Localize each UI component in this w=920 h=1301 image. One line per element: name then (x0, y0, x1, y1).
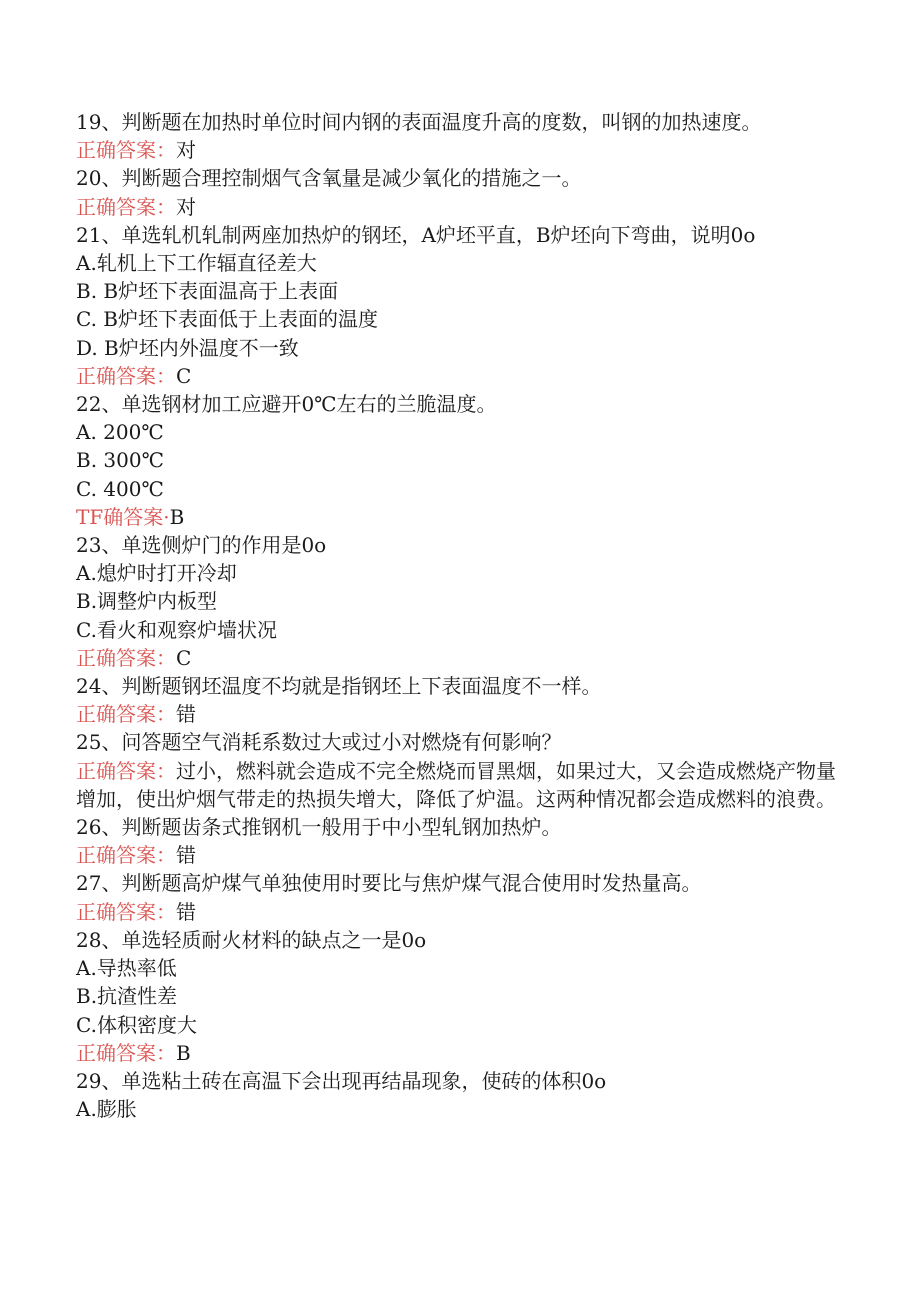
answer-label: 正确答案： (76, 843, 176, 868)
option-29-a: A.膨胀 (76, 1097, 137, 1122)
question-25: 25、问答题空气消耗系数过大或过小对燃烧有何影响？ (76, 730, 562, 755)
answer-20 (76, 193, 836, 221)
question-27: 27、判断题高炉煤气单独使用时要比与焦炉煤气混合使用时发热量高。 (76, 871, 702, 896)
option-22-c: C. 400℃ (76, 476, 164, 501)
answer-24 (76, 700, 836, 728)
answer-27 (76, 898, 836, 926)
answer-22 (76, 503, 836, 531)
answer-label: 正确答案： (76, 645, 176, 670)
answer-19 (76, 136, 836, 164)
question-26: 26、判断题齿条式推钢机一般用于中小型轧钢加热炉。 (76, 815, 562, 840)
option-21-a: A.轧机上下工作辐直径差大 (76, 251, 317, 276)
answer-value: C (176, 363, 192, 388)
answer-value: 错 (176, 702, 196, 727)
answer-label: 正确答案： (76, 702, 176, 727)
option-23-a: A.熄炉时打开冷却 (76, 561, 237, 586)
answer-label: 正确答案： (76, 138, 176, 163)
answer-value: 对 (176, 138, 196, 163)
question-28: 28、单选轻质耐火材料的缺点之一是0o (76, 927, 427, 952)
option-21-b: B. B炉坯下表面温高于上表面 (76, 279, 339, 304)
answer-value: B (176, 1040, 191, 1065)
question-list (76, 108, 836, 1123)
option-23-b: B.调整炉内板型 (76, 589, 218, 614)
answer-label: TF确答案· (76, 504, 170, 529)
question-29: 29、单选粘土砖在高温下会出现再结晶现象，使砖的体积0o (76, 1068, 607, 1093)
question-23: 23、单选侧炉门的作用是0o (76, 533, 327, 558)
option-22-b: B. 300℃ (76, 448, 164, 473)
option-21-d: D. B炉坯内外温度不一致 (76, 335, 299, 360)
option-21-c: C. B炉坯下表面低于上表面的温度 (76, 307, 379, 332)
option-28-a: A.导热率低 (76, 956, 177, 981)
answer-value: 对 (176, 194, 196, 219)
option-28-b: B.抗渣性差 (76, 984, 178, 1009)
answer-label: 正确答案： (76, 194, 176, 219)
answer-label: 正确答案： (76, 758, 176, 783)
answer-label: 正确答案： (76, 899, 176, 924)
question-21: 21、单选轧机轧制两座加热炉的钢坯，A炉坯平直，B炉坯向下弯曲，说明0o (76, 222, 756, 247)
answer-value: 错 (176, 899, 196, 924)
answer-25 (76, 757, 836, 813)
answer-value: 错 (176, 843, 196, 868)
option-28-c: C.体积密度大 (76, 1012, 197, 1037)
answer-value: 过小，燃料就会造成不完全燃烧而冒黑烟，如果过大，又会造成燃烧产物量增加，使出炉烟气带走的热损失增大，降低了炉温。这两种情况都会造成燃料的浪费。 (76, 758, 836, 811)
answer-value: B (169, 504, 185, 529)
answer-label: 正确答案： (76, 1040, 176, 1065)
question-20: 20、判断题合理控制烟气含氧量是减少氧化的措施之一。 (76, 166, 582, 191)
answer-26 (76, 841, 836, 869)
answer-21 (76, 362, 836, 390)
option-22-a: A. 200℃ (76, 420, 164, 445)
question-19: 19、判断题在加热时单位时间内钢的表面温度升高的度数，叫钢的加热速度。 (76, 110, 762, 134)
answer-23 (76, 644, 836, 672)
question-24: 24、判断题钢坯温度不均就是指钢坯上下表面温度不一样。 (76, 674, 602, 699)
answer-value: C (176, 645, 192, 670)
option-23-c: C.看火和观察炉墙状况 (76, 617, 277, 642)
answer-label: 正确答案： (76, 363, 176, 388)
answer-28 (76, 1039, 836, 1067)
question-22: 22、单选钢材加工应避开0℃左右的兰脆温度。 (76, 392, 497, 417)
